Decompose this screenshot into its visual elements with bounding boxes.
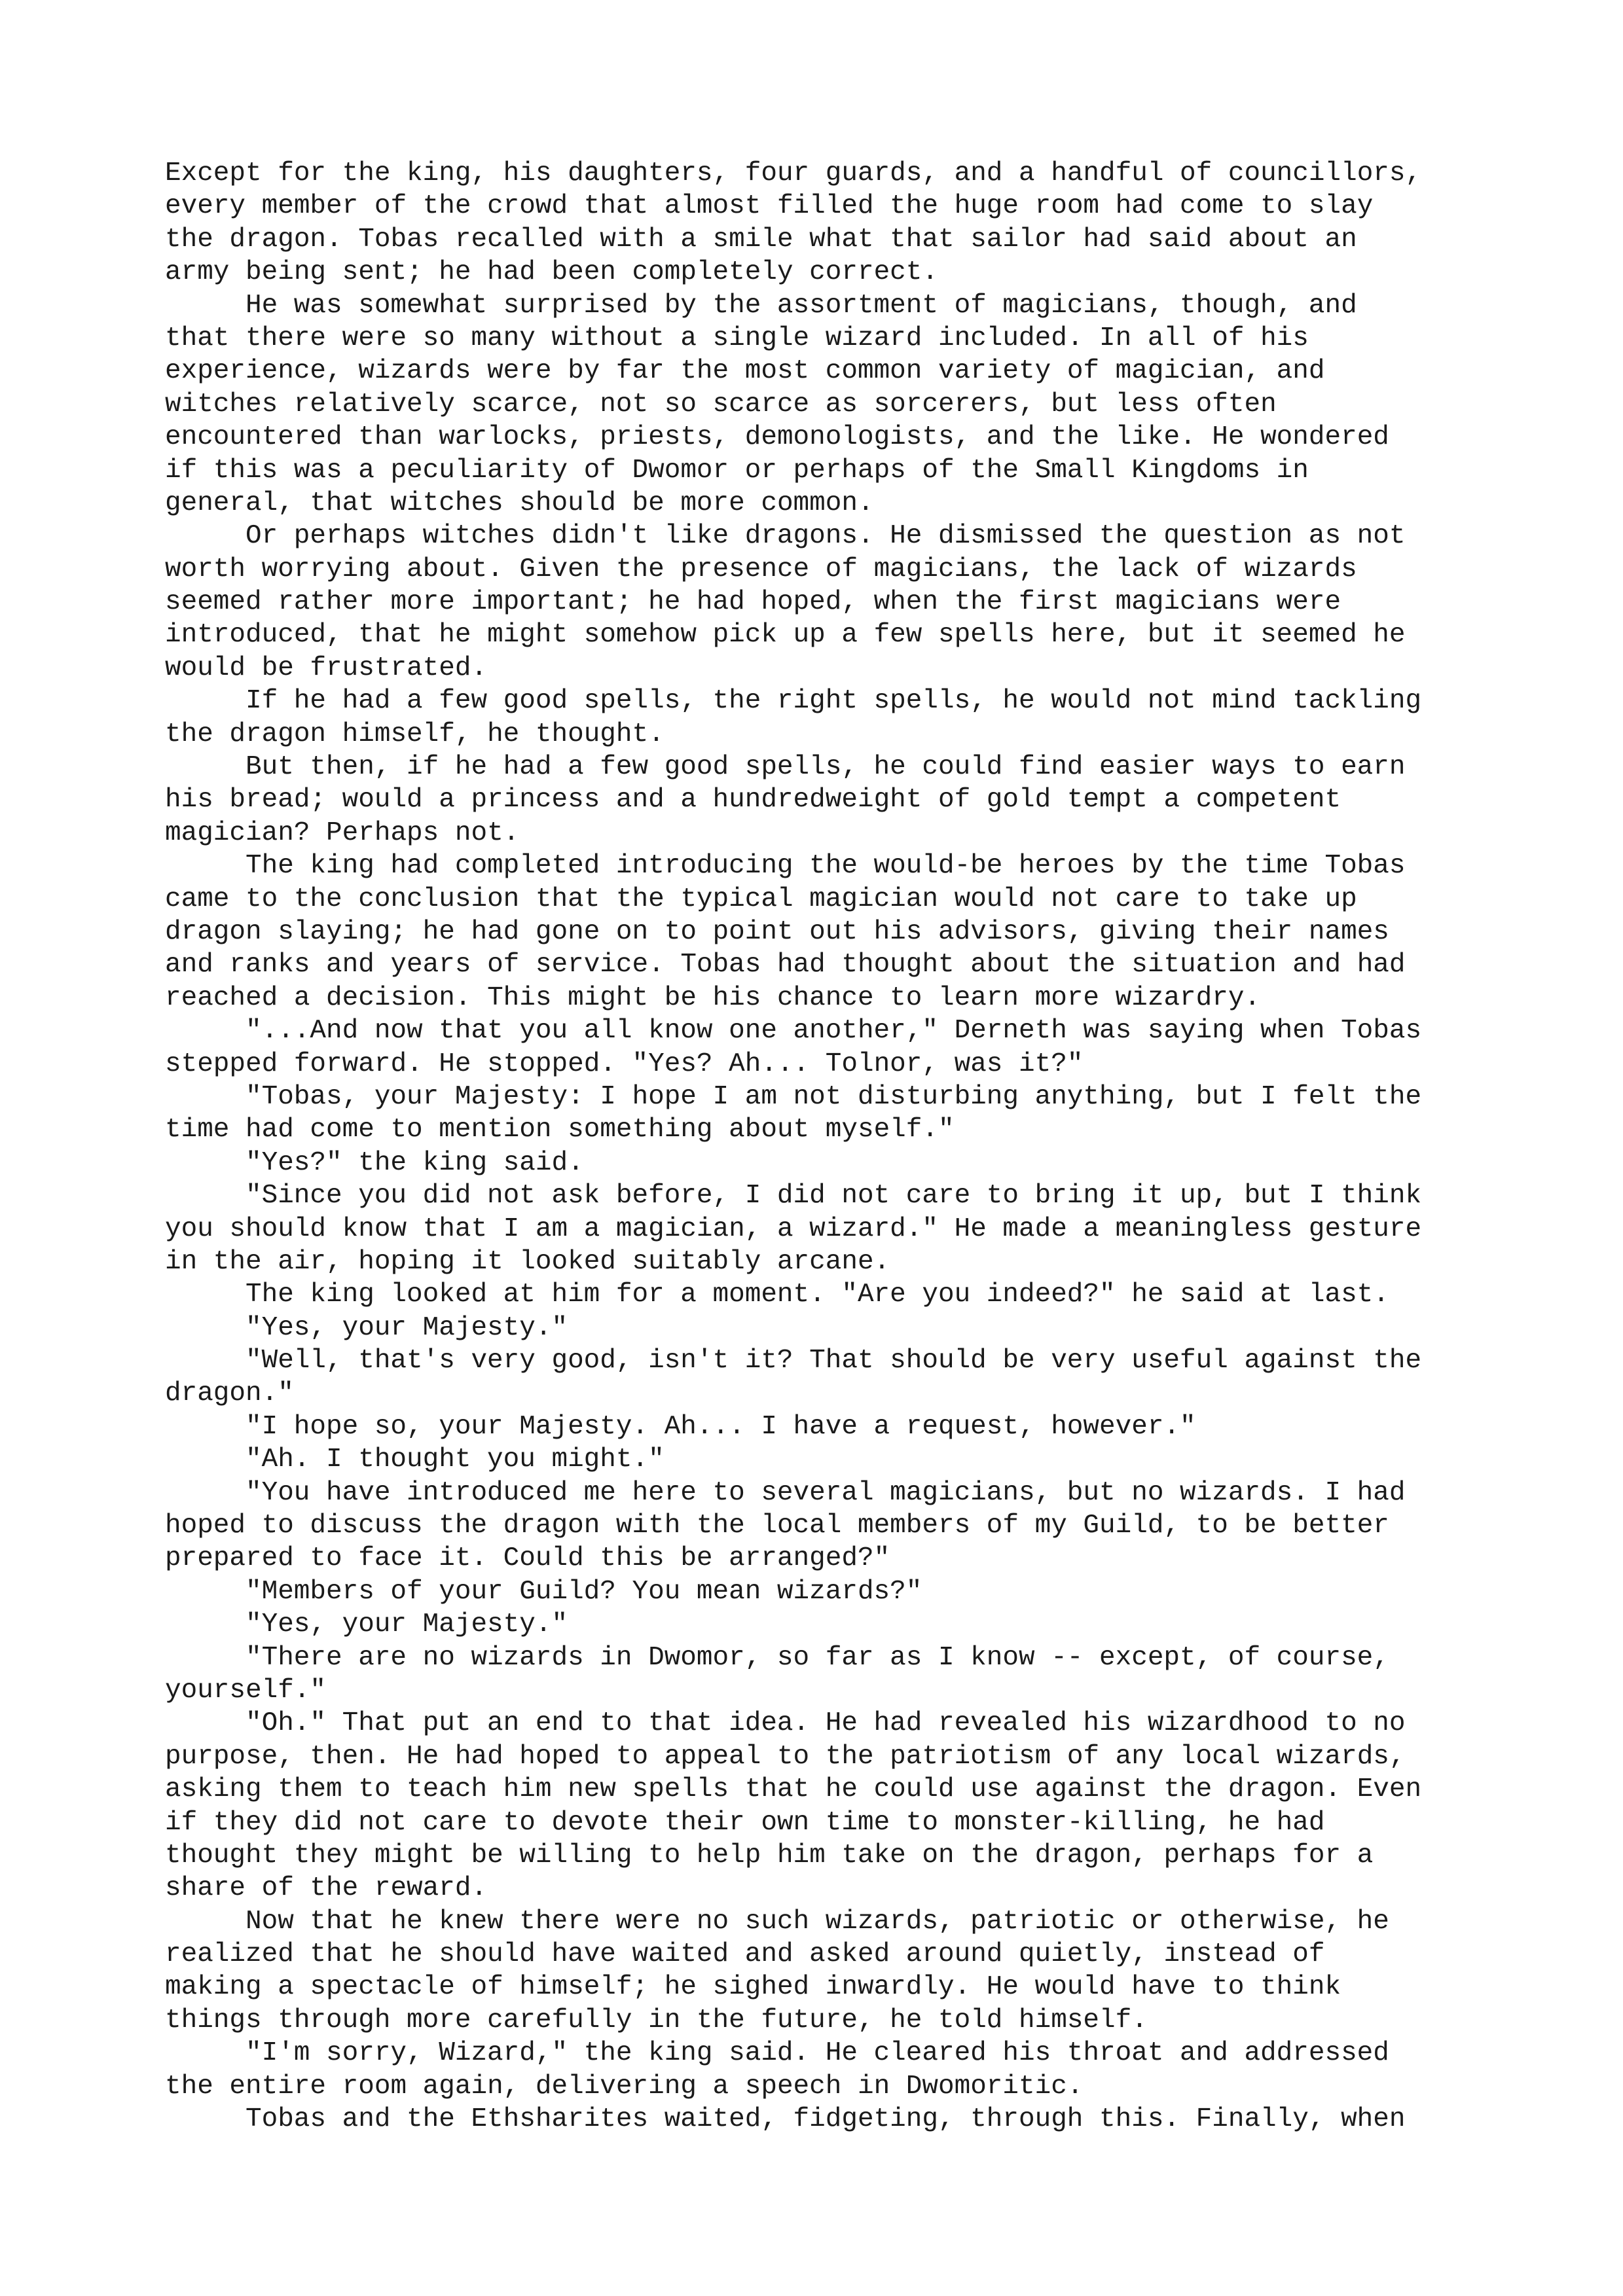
- paragraph: [165, 1905, 1474, 2037]
- text-line: Except for the king, his daughters, four guards, and a handful of councillors,: [165, 158, 1422, 188]
- text-line: general, that witches should be more common.: [165, 488, 874, 518]
- text-line: The king had completed introducing the would-be heroes by the time Tobas: [246, 851, 1406, 882]
- text-line: "I hope so, your Majesty. Ah... I have a request, however.": [246, 1411, 1196, 1442]
- text-line: realized that he should have waited and asked around quietly, instead of: [165, 1939, 1325, 1970]
- text-line: He was somewhat surprised by the assortment of magicians, though, and: [246, 290, 1357, 321]
- paragraph: [165, 1014, 1474, 1081]
- text-line: making a spectacle of himself; he sighed inwardly. He would have to think: [165, 1972, 1341, 2003]
- text-line: every member of the crowd that almost filled the huge room had come to slay: [165, 191, 1374, 222]
- paragraph: [165, 2103, 1474, 2136]
- text-line: reached a decision. This might be his chance to learn more wizardry.: [165, 982, 1261, 1013]
- paragraph: [165, 751, 1474, 850]
- text-line: magician? Perhaps not.: [165, 817, 520, 848]
- text-line: asking them to teach him new spells that he could use against the dragon. Even: [165, 1774, 1422, 1805]
- text-line: "There are no wizards in Dwomor, so far as I know -- except, of course,: [246, 1642, 1389, 1673]
- text-line: things through more carefully in the future, he told himself.: [165, 2005, 1148, 2036]
- text-line: "Members of your Guild? You mean wizards?": [246, 1576, 922, 1607]
- paragraph: [165, 1147, 1474, 1179]
- text-line: Or perhaps witches didn't like dragons. He dismissed the question as not: [246, 521, 1406, 552]
- text-line: "...And now that you all know one another," Derneth was saying when Tobas: [246, 1016, 1422, 1047]
- text-line: if this was a peculiarity of Dwomor or perhaps of the Small Kingdoms in: [165, 455, 1309, 486]
- text-line: purpose, then. He had hoped to appeal to the patriotism of any local wizards,: [165, 1741, 1406, 1772]
- paragraph: [165, 1081, 1474, 1147]
- text-line: Now that he knew there were no such wizards, patriotic or otherwise, he: [246, 1906, 1389, 1937]
- paragraph: [165, 157, 1474, 289]
- text-line: "Yes, your Majesty.": [246, 1609, 568, 1640]
- text-line: "You have introduced me here to several magicians, but no wizards. I had: [246, 1477, 1406, 1508]
- paragraph: [165, 2037, 1474, 2103]
- text-line: If he had a few good spells, the right spells, he would not mind tackling: [246, 686, 1422, 717]
- paragraph: [165, 1707, 1474, 1905]
- text-line: stepped forward. He stopped. "Yes? Ah... Tolnor, was it?": [165, 1049, 1084, 1079]
- paragraph: [165, 1443, 1474, 1476]
- text-line: introduced, that he might somehow pick up a few spells here, but it seemed he: [165, 620, 1406, 651]
- paragraph: [165, 1410, 1474, 1443]
- text-line: army being sent; he had been completely correct.: [165, 257, 938, 288]
- text-line: Tobas and the Ethsharites waited, fidgeting, through this. Finally, when: [246, 2104, 1406, 2135]
- text-line: The king looked at him for a moment. "Are you indeed?" he said at last.: [246, 1280, 1389, 1310]
- text-line: dragon.": [165, 1378, 294, 1409]
- text-line: "Well, that's very good, isn't it? That should be very useful against the: [246, 1346, 1422, 1376]
- text-line: and ranks and years of service. Tobas had thought about the situation and had: [165, 950, 1406, 980]
- paragraph: [165, 1278, 1474, 1311]
- paragraph: [165, 850, 1474, 1014]
- text-line: dragon slaying; he had gone on to point out his advisors, giving their names: [165, 916, 1389, 947]
- text-line: came to the conclusion that the typical magician would not care to take up: [165, 884, 1357, 914]
- text-line: prepared to face it. Could this be arranged?": [165, 1543, 890, 1574]
- paragraph: [165, 520, 1474, 685]
- paragraph: [165, 1312, 1474, 1344]
- text-line: hoped to discuss the dragon with the local members of my Guild, to be better: [165, 1511, 1389, 1541]
- text-line: "Since you did not ask before, I did not care to bring it up, but I think: [246, 1181, 1422, 1211]
- text-line: the entire room again, delivering a speech in Dwomoritic.: [165, 2071, 1084, 2102]
- text-line: "Tobas, your Majesty: I hope I am not disturbing anything, but I felt the: [246, 1081, 1422, 1112]
- text-line: in the air, hoping it looked suitably arcane.: [165, 1246, 890, 1277]
- text-line: But then, if he had a few good spells, he could find easier ways to earn: [246, 752, 1406, 783]
- text-line: "Yes, your Majesty.": [246, 1312, 568, 1343]
- text-line: his bread; would a princess and a hundredweight of gold tempt a competent: [165, 785, 1341, 816]
- text-line: the dragon. Tobas recalled with a smile what that sailor had said about an: [165, 224, 1357, 255]
- text-line: seemed rather more important; he had hoped, when the first magicians were: [165, 587, 1341, 618]
- text-line: if they did not care to devote their own time to monster-killing, he had: [165, 1807, 1325, 1838]
- paragraph: [165, 289, 1474, 520]
- text-line: yourself.": [165, 1675, 327, 1706]
- text-line: that there were so many without a single wizard included. In all of his: [165, 323, 1309, 353]
- text-line: worth worrying about. Given the presence of magicians, the lack of wizards: [165, 554, 1357, 584]
- paragraph: [165, 1477, 1474, 1575]
- text-line: the dragon himself, he thought.: [165, 719, 665, 749]
- text-line: encountered than warlocks, priests, demonologists, and the like. He wondered: [165, 422, 1389, 453]
- text-line: share of the reward.: [165, 1873, 488, 1904]
- text-line: experience, wizards were by far the most common variety of magician, and: [165, 356, 1325, 387]
- paragraph: [165, 1608, 1474, 1641]
- paragraph: [165, 1575, 1474, 1608]
- text-line: thought they might be willing to help him take on the dragon, perhaps for a: [165, 1840, 1374, 1871]
- text-line: "I'm sorry, Wizard," the king said. He cleared his throat and addressed: [246, 2038, 1389, 2069]
- text-line: witches relatively scarce, not so scarce as sorcerers, but less often: [165, 389, 1277, 420]
- paragraph: [165, 1641, 1474, 1708]
- document-page: [165, 157, 1474, 2136]
- paragraph: [165, 685, 1474, 751]
- paragraph: [165, 1344, 1474, 1410]
- paragraph: [165, 1179, 1474, 1278]
- text-line: you should know that I am a magician, a wizard." He made a meaningless gesture: [165, 1213, 1422, 1244]
- text-line: "Oh." That put an end to that idea. He had revealed his wizardhood to no: [246, 1708, 1406, 1739]
- text-line: "Ah. I thought you might.": [246, 1444, 665, 1475]
- text-line: "Yes?" the king said.: [246, 1147, 584, 1178]
- text-line: time had come to mention something about myself.": [165, 1115, 955, 1145]
- text-line: would be frustrated.: [165, 653, 488, 683]
